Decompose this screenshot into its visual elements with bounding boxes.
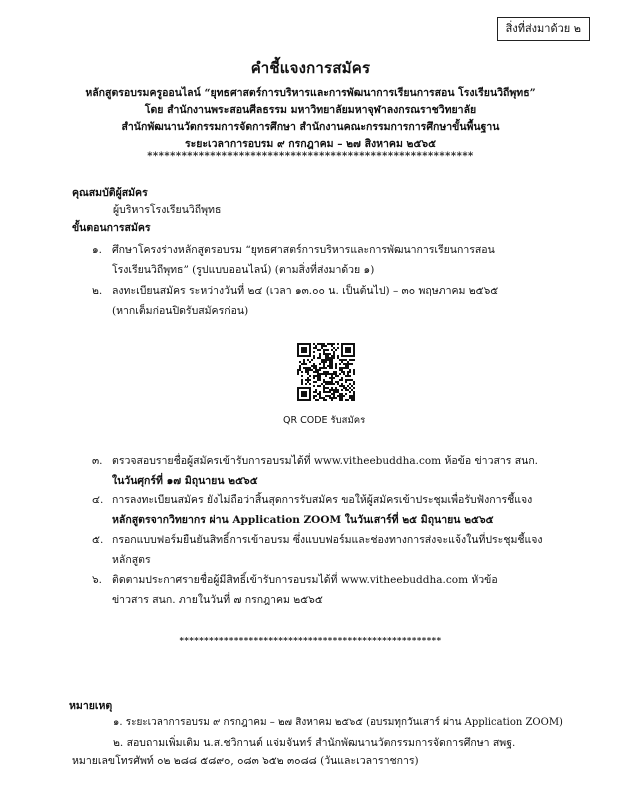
step-line: หลักสูตร	[112, 554, 151, 566]
document-title: คำชี้แจงการสมัคร	[250, 59, 371, 77]
step-line: ข่าวสาร สนก. ภายในวันที่ ๗ กรกฎาคม ๒๕๖๕	[112, 594, 323, 606]
step-line: (หากเต็มก่อนปิดรับสมัครก่อน)	[112, 305, 249, 317]
step-line: ติดตามประกาศรายชื่อผู้มีสิทธิ์เข้ารับการอบรมได้ที่ www.vitheebuddha.com หัวข้อ	[112, 574, 498, 586]
qr-code-label: QR CODE รับสมัคร	[283, 415, 366, 426]
step-item	[112, 530, 572, 570]
step-number: ๓.	[92, 455, 103, 467]
organizer-line: โดย สำนักงานพระสอนศีลธรรม มหาวิทยาลัยมหาจุฬาลงกรณราชวิทยาลัย	[144, 104, 477, 116]
note-line: ๒. สอบถามเพิ่มเติม น.ส.ชวิกานต์ แจ่มจันทร์ สำนักพัฒนานวัตกรรมการจัดการศึกษา สพฐ.	[113, 737, 516, 749]
attachment-label: สิ่งที่ส่งมาด้วย ๒	[497, 17, 590, 41]
step-number: ๔.	[92, 494, 104, 506]
course-name-line: หลักสูตรอบรมครูออนไลน์ “ยุทธศาสตร์การบริหารและการพัฒนาการเรียนการสอน โรงเรียนวิถีพุทธ”	[85, 87, 536, 99]
notes-heading: หมายเหตุ	[69, 700, 113, 712]
training-period-line: ระยะเวลาการอบรม ๙ กรกฎาคม – ๒๗ สิงหาคม ๒๕๖๕	[184, 138, 437, 150]
step-line: ในวันศุกร์ที่ ๑๗ มิถุนายน ๒๕๖๕	[112, 475, 258, 487]
step-number: ๕.	[92, 534, 104, 546]
step-item	[112, 490, 572, 530]
step-line: ลงทะเบียนสมัคร ระหว่างวันที่ ๒๔ (เวลา ๑๓.๐๐ น. เป็นต้นไป) – ๓๐ พฤษภาคม ๒๕๖๕	[112, 285, 499, 297]
step-item	[112, 451, 572, 491]
note-line: หมายเลขโทรศัพท์ ๐๒ ๒๘๘ ๕๘๙๐, ๐๘๓ ๖๕๒ ๓๐๘๘ (วันและเวลาราชการ)	[72, 755, 419, 767]
registration-qr-code[interactable]	[297, 343, 355, 401]
step-item	[112, 570, 572, 610]
qualification-text: ผู้บริหารโรงเรียนวิถีพุทธ	[113, 204, 222, 216]
co-organizer-line: สำนักพัฒนานวัตกรรมการจัดการศึกษา สำนักงานคณะกรรมการการศึกษาขั้นพื้นฐาน	[121, 121, 500, 133]
step-line: หลักสูตรจากวิทยากร ผ่าน Application ZOOM ในวันเสาร์ที่ ๒๕ มิถุนายน ๒๕๖๕	[112, 514, 494, 526]
step-number: ๖.	[92, 574, 103, 586]
divider-stars-top: *********************************************************	[147, 151, 474, 162]
note-line: ๑. ระยะเวลาการอบรม ๙ กรกฎาคม – ๒๗ สิงหาคม ๒๕๖๕ (อบรมทุกวันเสาร์ ผ่าน Application ZOOM)	[113, 717, 563, 728]
step-line: การลงทะเบียนสมัคร ยังไม่ถือว่าสิ้นสุดการรับสมัคร ขอให้ผู้สมัครเข้าประชุมเพื่อรับฟังการชี้แจง	[112, 494, 533, 506]
step-number: ๒.	[92, 285, 103, 297]
step-item	[112, 281, 572, 321]
step-line: ตรวจสอบรายชื่อผู้สมัครเข้ารับการอบรมได้ที่ www.vitheebuddha.com ห้อข้อ ข่าวสาร สนก.	[112, 455, 539, 467]
step-line: ศึกษาโครงร่างหลักสูตรอบรม “ยุทธศาสตร์การบริหารและการพัฒนาการเรียนการสอน	[112, 244, 495, 256]
step-number: ๑.	[92, 244, 103, 256]
step-line: กรอกแบบฟอร์มยืนยันสิทธิ์การเข้าอบรม ซึ่งแบบฟอร์มและช่องทางการส่งจะแจ้งในที่ประชุมชี้แจง	[112, 534, 543, 546]
step-item	[112, 240, 572, 280]
steps-heading: ขั้นตอนการสมัคร	[72, 222, 151, 234]
qualification-heading: คุณสมบัติผู้สมัคร	[72, 187, 148, 199]
step-line: โรงเรียนวิถีพุทธ” (รูปแบบออนไลน์) (ตามสิ่งที่ส่งมาด้วย ๑)	[112, 264, 375, 276]
divider-stars-bottom: *****************************************************	[179, 636, 442, 646]
